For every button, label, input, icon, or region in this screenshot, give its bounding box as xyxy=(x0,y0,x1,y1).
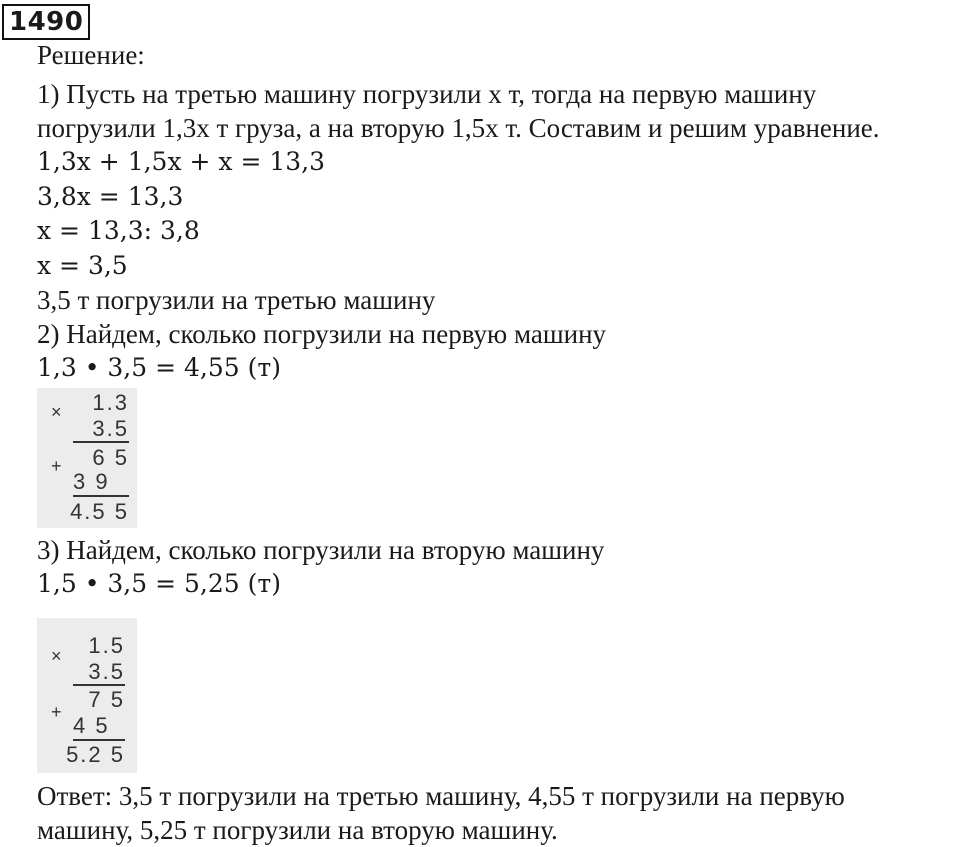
factor-1: 1.5 xyxy=(88,633,125,658)
multiplication-block-2 xyxy=(37,618,137,773)
factor-2: 3.5 xyxy=(88,659,125,684)
sum-rule xyxy=(73,739,125,741)
step2-expression: 1,3 • 3,5 = 4,55 (т) xyxy=(37,353,281,382)
answer-line2: машину, 5,25 т погрузили на вторую машину. xyxy=(37,815,558,845)
plus-sign: + xyxy=(51,702,62,722)
step1-line2: погрузили 1,3х т груза, а на вторую 1,5х т. Составим и решим уравнение. xyxy=(37,113,880,143)
step3-title: 3) Найдем, сколько погрузили на вторую машину xyxy=(37,535,605,565)
equation-3: x = 13,3: 3,8 xyxy=(37,216,200,245)
equation-1: 1,3x + 1,5x + x = 13,3 xyxy=(37,147,326,176)
multiplication-block-1 xyxy=(37,388,137,528)
equation-2: 3,8x = 13,3 xyxy=(37,182,184,211)
factor-1: 1.3 xyxy=(92,390,129,415)
factor-2: 3.5 xyxy=(92,416,129,441)
partial-product-2: 4 5 xyxy=(73,713,110,738)
product-result: 5.2 5 xyxy=(66,742,125,767)
product-rule xyxy=(73,684,125,686)
multiply-sign: × xyxy=(51,646,62,666)
equation-4: x = 3,5 xyxy=(37,251,128,280)
partial-product-1: 7 5 xyxy=(88,687,125,712)
result-third-truck: 3,5 т погрузили на третью машину xyxy=(37,285,436,315)
partial-product-1: 6 5 xyxy=(92,445,129,470)
solution-heading: Решение: xyxy=(37,40,145,70)
step3-expression: 1,5 • 3,5 = 5,25 (т) xyxy=(37,569,281,598)
step2-title: 2) Найдем, сколько погрузили на первую машину xyxy=(37,319,607,349)
plus-sign: + xyxy=(51,456,62,476)
partial-product-2: 3 9 xyxy=(73,469,110,494)
sum-rule xyxy=(73,495,129,497)
answer-line1: Ответ: 3,5 т погрузили на третью машину, 4,55 т погрузили на первую xyxy=(37,781,845,811)
product-rule xyxy=(73,441,129,443)
product-result: 4.5 5 xyxy=(70,499,129,524)
multiply-sign: × xyxy=(51,402,62,422)
step1-line1: 1) Пусть на третью машину погрузили х т, тогда на первую машину xyxy=(37,79,817,109)
problem-number: 1490 xyxy=(2,4,90,40)
